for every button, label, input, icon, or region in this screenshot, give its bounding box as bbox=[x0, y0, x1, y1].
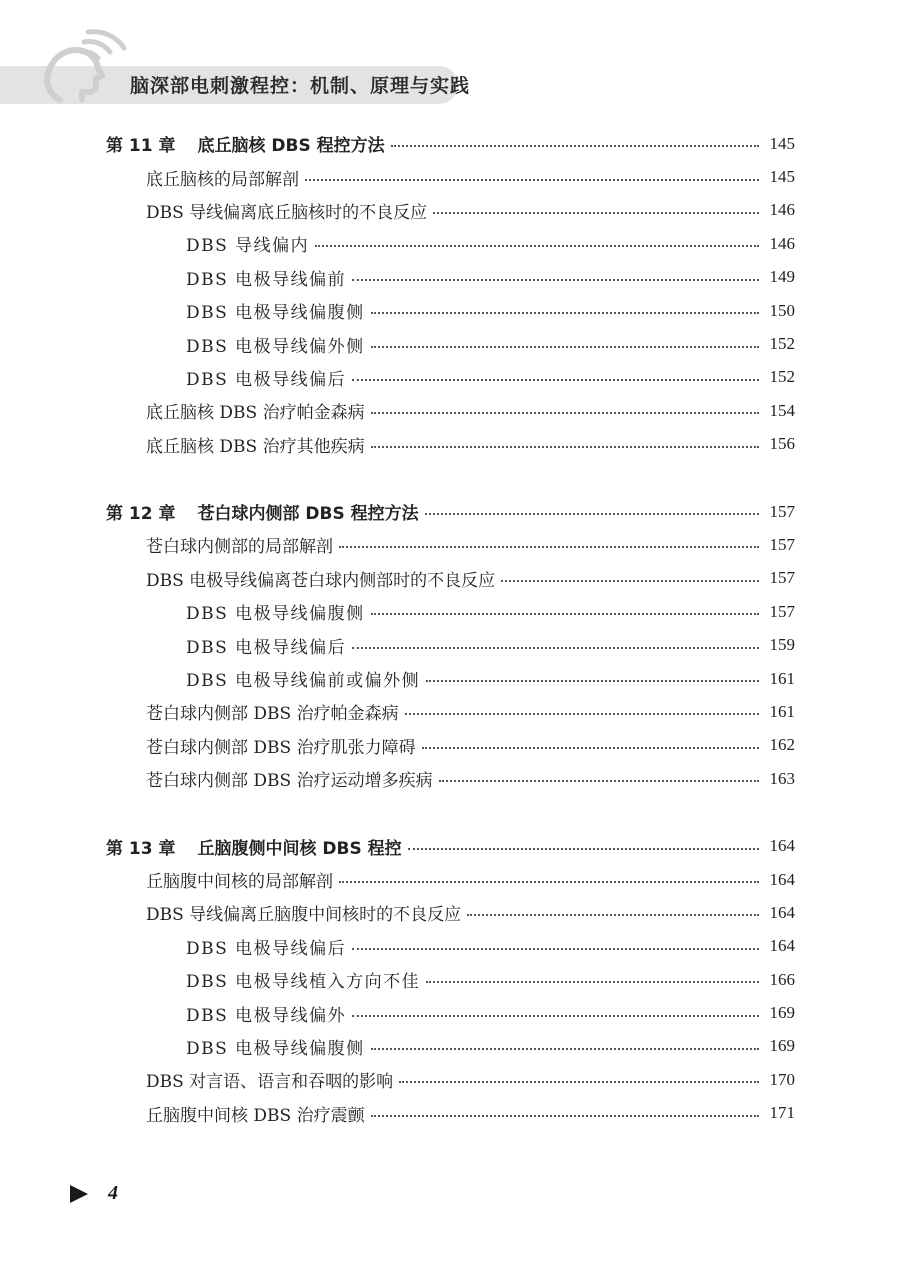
leader-dots bbox=[352, 278, 759, 281]
toc-entry[interactable] bbox=[0, 1097, 900, 1130]
chapter-section bbox=[0, 495, 900, 796]
entry-label: 苍白球内侧部 DBS 治疗肌张力障碍 bbox=[146, 737, 416, 758]
book-title: 脑深部电刺激程控：机制、原理与实践 bbox=[130, 75, 471, 97]
toc-chapter-entry[interactable] bbox=[0, 829, 900, 862]
page-number: 157 bbox=[769, 501, 795, 521]
toc-subentry[interactable] bbox=[0, 662, 900, 695]
leader-dots bbox=[467, 913, 759, 916]
page-number: 164 bbox=[769, 836, 795, 856]
page-footer bbox=[70, 1182, 118, 1205]
leader-dots bbox=[371, 311, 759, 314]
entry-label: DBS 电极导线偏前 bbox=[186, 269, 347, 290]
toc-entry[interactable] bbox=[0, 194, 900, 227]
leader-dots bbox=[305, 178, 759, 181]
page-number: 161 bbox=[769, 668, 795, 688]
leader-dots bbox=[339, 545, 759, 548]
leader-dots bbox=[371, 445, 759, 448]
chapter-heading bbox=[106, 131, 385, 156]
leader-dots bbox=[501, 579, 759, 582]
entry-label: 底丘脑核的局部解剖 bbox=[146, 169, 299, 190]
entry-label: 丘脑腹中间核的局部解剖 bbox=[146, 872, 333, 892]
toc-chapter-entry[interactable] bbox=[0, 495, 900, 528]
toc-subentry[interactable] bbox=[0, 361, 900, 394]
chapter-number: 第 13 章 bbox=[106, 838, 176, 859]
chapter-number: 第 11 章 bbox=[106, 136, 176, 157]
leader-dots bbox=[439, 779, 759, 782]
chapter-section bbox=[0, 127, 900, 461]
page-number: 152 bbox=[769, 334, 795, 354]
page-number: 157 bbox=[769, 534, 795, 554]
triangle-right-icon bbox=[70, 1185, 88, 1203]
page-number: 166 bbox=[769, 969, 795, 989]
leader-dots bbox=[399, 1080, 759, 1083]
leader-dots bbox=[371, 1047, 759, 1050]
leader-dots bbox=[371, 612, 759, 615]
entry-label: DBS 电极导线偏前或偏外侧 bbox=[186, 671, 421, 692]
entry-label: DBS 电极导线偏后 bbox=[186, 938, 347, 959]
entry-label: 底丘脑核 DBS 治疗其他疾病 bbox=[146, 436, 365, 457]
page-number: 149 bbox=[769, 267, 795, 287]
page-number: 162 bbox=[769, 735, 795, 755]
page-number: 164 bbox=[769, 902, 795, 922]
leader-dots bbox=[352, 646, 759, 649]
leader-dots bbox=[422, 746, 759, 749]
toc-subentry[interactable] bbox=[0, 963, 900, 996]
toc-entry[interactable] bbox=[0, 896, 900, 929]
toc-subentry[interactable] bbox=[0, 261, 900, 294]
entry-label: 苍白球内侧部的局部解剖 bbox=[146, 537, 333, 558]
page-number: 152 bbox=[769, 367, 795, 387]
toc-subentry[interactable] bbox=[0, 227, 900, 260]
toc-subentry[interactable] bbox=[0, 1030, 900, 1063]
entry-label: 丘脑腹中间核 DBS 治疗震颤 bbox=[146, 1105, 365, 1126]
entry-label: DBS 电极导线植入方向不佳 bbox=[186, 972, 421, 993]
entry-label: DBS 电极导线偏后 bbox=[186, 637, 347, 658]
chapter-heading bbox=[106, 834, 402, 859]
page-number: 169 bbox=[769, 1003, 795, 1023]
leader-dots bbox=[426, 679, 759, 682]
entry-label: DBS 电极导线偏离苍白球内侧部时的不良反应 bbox=[146, 570, 496, 591]
toc-entry[interactable] bbox=[0, 528, 900, 561]
toc-chapter-entry[interactable] bbox=[0, 127, 900, 160]
leader-dots bbox=[352, 378, 759, 381]
leader-dots bbox=[315, 244, 759, 247]
page-number: 145 bbox=[769, 167, 795, 187]
entry-label: DBS 电极导线偏腹侧 bbox=[186, 604, 365, 625]
page-number: 171 bbox=[769, 1103, 795, 1123]
page-number: 146 bbox=[769, 200, 795, 220]
page-number: 164 bbox=[769, 869, 795, 889]
toc-subentry[interactable] bbox=[0, 930, 900, 963]
leader-dots bbox=[405, 712, 759, 715]
leader-dots bbox=[408, 847, 759, 850]
page-number: 157 bbox=[769, 601, 795, 621]
entry-label: DBS 电极导线偏外 bbox=[186, 1005, 347, 1026]
page-number: 156 bbox=[769, 434, 795, 454]
page-number: 145 bbox=[769, 133, 795, 153]
running-header bbox=[0, 0, 900, 110]
toc-entry[interactable] bbox=[0, 394, 900, 427]
leader-dots bbox=[426, 980, 759, 983]
entry-label: DBS 电极导线偏腹侧 bbox=[186, 1038, 365, 1059]
toc-entry[interactable] bbox=[0, 1063, 900, 1096]
toc-subentry[interactable] bbox=[0, 294, 900, 327]
entry-label: 底丘脑核 DBS 治疗帕金森病 bbox=[146, 403, 365, 424]
toc-subentry[interactable] bbox=[0, 996, 900, 1029]
folio-page-number: 4 bbox=[108, 1182, 118, 1204]
page-number: 146 bbox=[769, 233, 795, 253]
page-number: 154 bbox=[769, 400, 795, 420]
entry-label: DBS 电极导线偏外侧 bbox=[186, 336, 365, 357]
toc-entry[interactable] bbox=[0, 762, 900, 795]
entry-label: DBS 导线偏离底丘脑核时的不良反应 bbox=[146, 202, 428, 223]
chapter-section bbox=[0, 829, 900, 1130]
toc-entry[interactable] bbox=[0, 160, 900, 193]
chapter-heading bbox=[106, 499, 419, 524]
entry-label: DBS 导线偏内 bbox=[186, 236, 310, 257]
page-number: 170 bbox=[769, 1069, 795, 1089]
toc-subentry[interactable] bbox=[0, 595, 900, 628]
leader-dots bbox=[391, 144, 759, 147]
entry-label: DBS 导线偏离丘脑腹中间核时的不良反应 bbox=[146, 905, 462, 926]
leader-dots bbox=[352, 1014, 759, 1017]
chapter-number: 第 12 章 bbox=[106, 504, 176, 525]
leader-dots bbox=[352, 947, 759, 950]
toc-entry[interactable] bbox=[0, 428, 900, 461]
head-signal-icon bbox=[38, 28, 128, 108]
toc-subentry[interactable] bbox=[0, 327, 900, 360]
leader-dots bbox=[371, 345, 759, 348]
toc-entry[interactable] bbox=[0, 562, 900, 595]
entry-label: DBS 对言语、语言和吞咽的影响 bbox=[146, 1072, 394, 1093]
page-number: 161 bbox=[769, 701, 795, 721]
leader-dots bbox=[371, 1114, 759, 1117]
page-number: 150 bbox=[769, 300, 795, 320]
toc-entry[interactable] bbox=[0, 729, 900, 762]
entry-label: 苍白球内侧部 DBS 治疗帕金森病 bbox=[146, 704, 399, 725]
leader-dots bbox=[371, 411, 759, 414]
entry-label: 苍白球内侧部 DBS 治疗运动增多疾病 bbox=[146, 771, 433, 792]
page-number: 157 bbox=[769, 568, 795, 588]
entry-label: DBS 电极导线偏腹侧 bbox=[186, 303, 365, 324]
leader-dots bbox=[339, 880, 759, 883]
toc-entry[interactable] bbox=[0, 863, 900, 896]
chapter-title: 底丘脑核 DBS 程控方法 bbox=[197, 136, 385, 157]
chapter-title: 苍白球内侧部 DBS 程控方法 bbox=[197, 504, 419, 525]
chapter-title: 丘脑腹侧中间核 DBS 程控 bbox=[197, 838, 402, 859]
table-of-contents bbox=[0, 127, 900, 1164]
toc-entry[interactable] bbox=[0, 695, 900, 728]
entry-label: DBS 电极导线偏后 bbox=[186, 369, 347, 390]
page-number: 159 bbox=[769, 635, 795, 655]
page-number: 163 bbox=[769, 768, 795, 788]
page-number: 169 bbox=[769, 1036, 795, 1056]
page-number: 164 bbox=[769, 936, 795, 956]
leader-dots bbox=[433, 211, 759, 214]
toc-subentry[interactable] bbox=[0, 628, 900, 661]
leader-dots bbox=[425, 512, 759, 515]
